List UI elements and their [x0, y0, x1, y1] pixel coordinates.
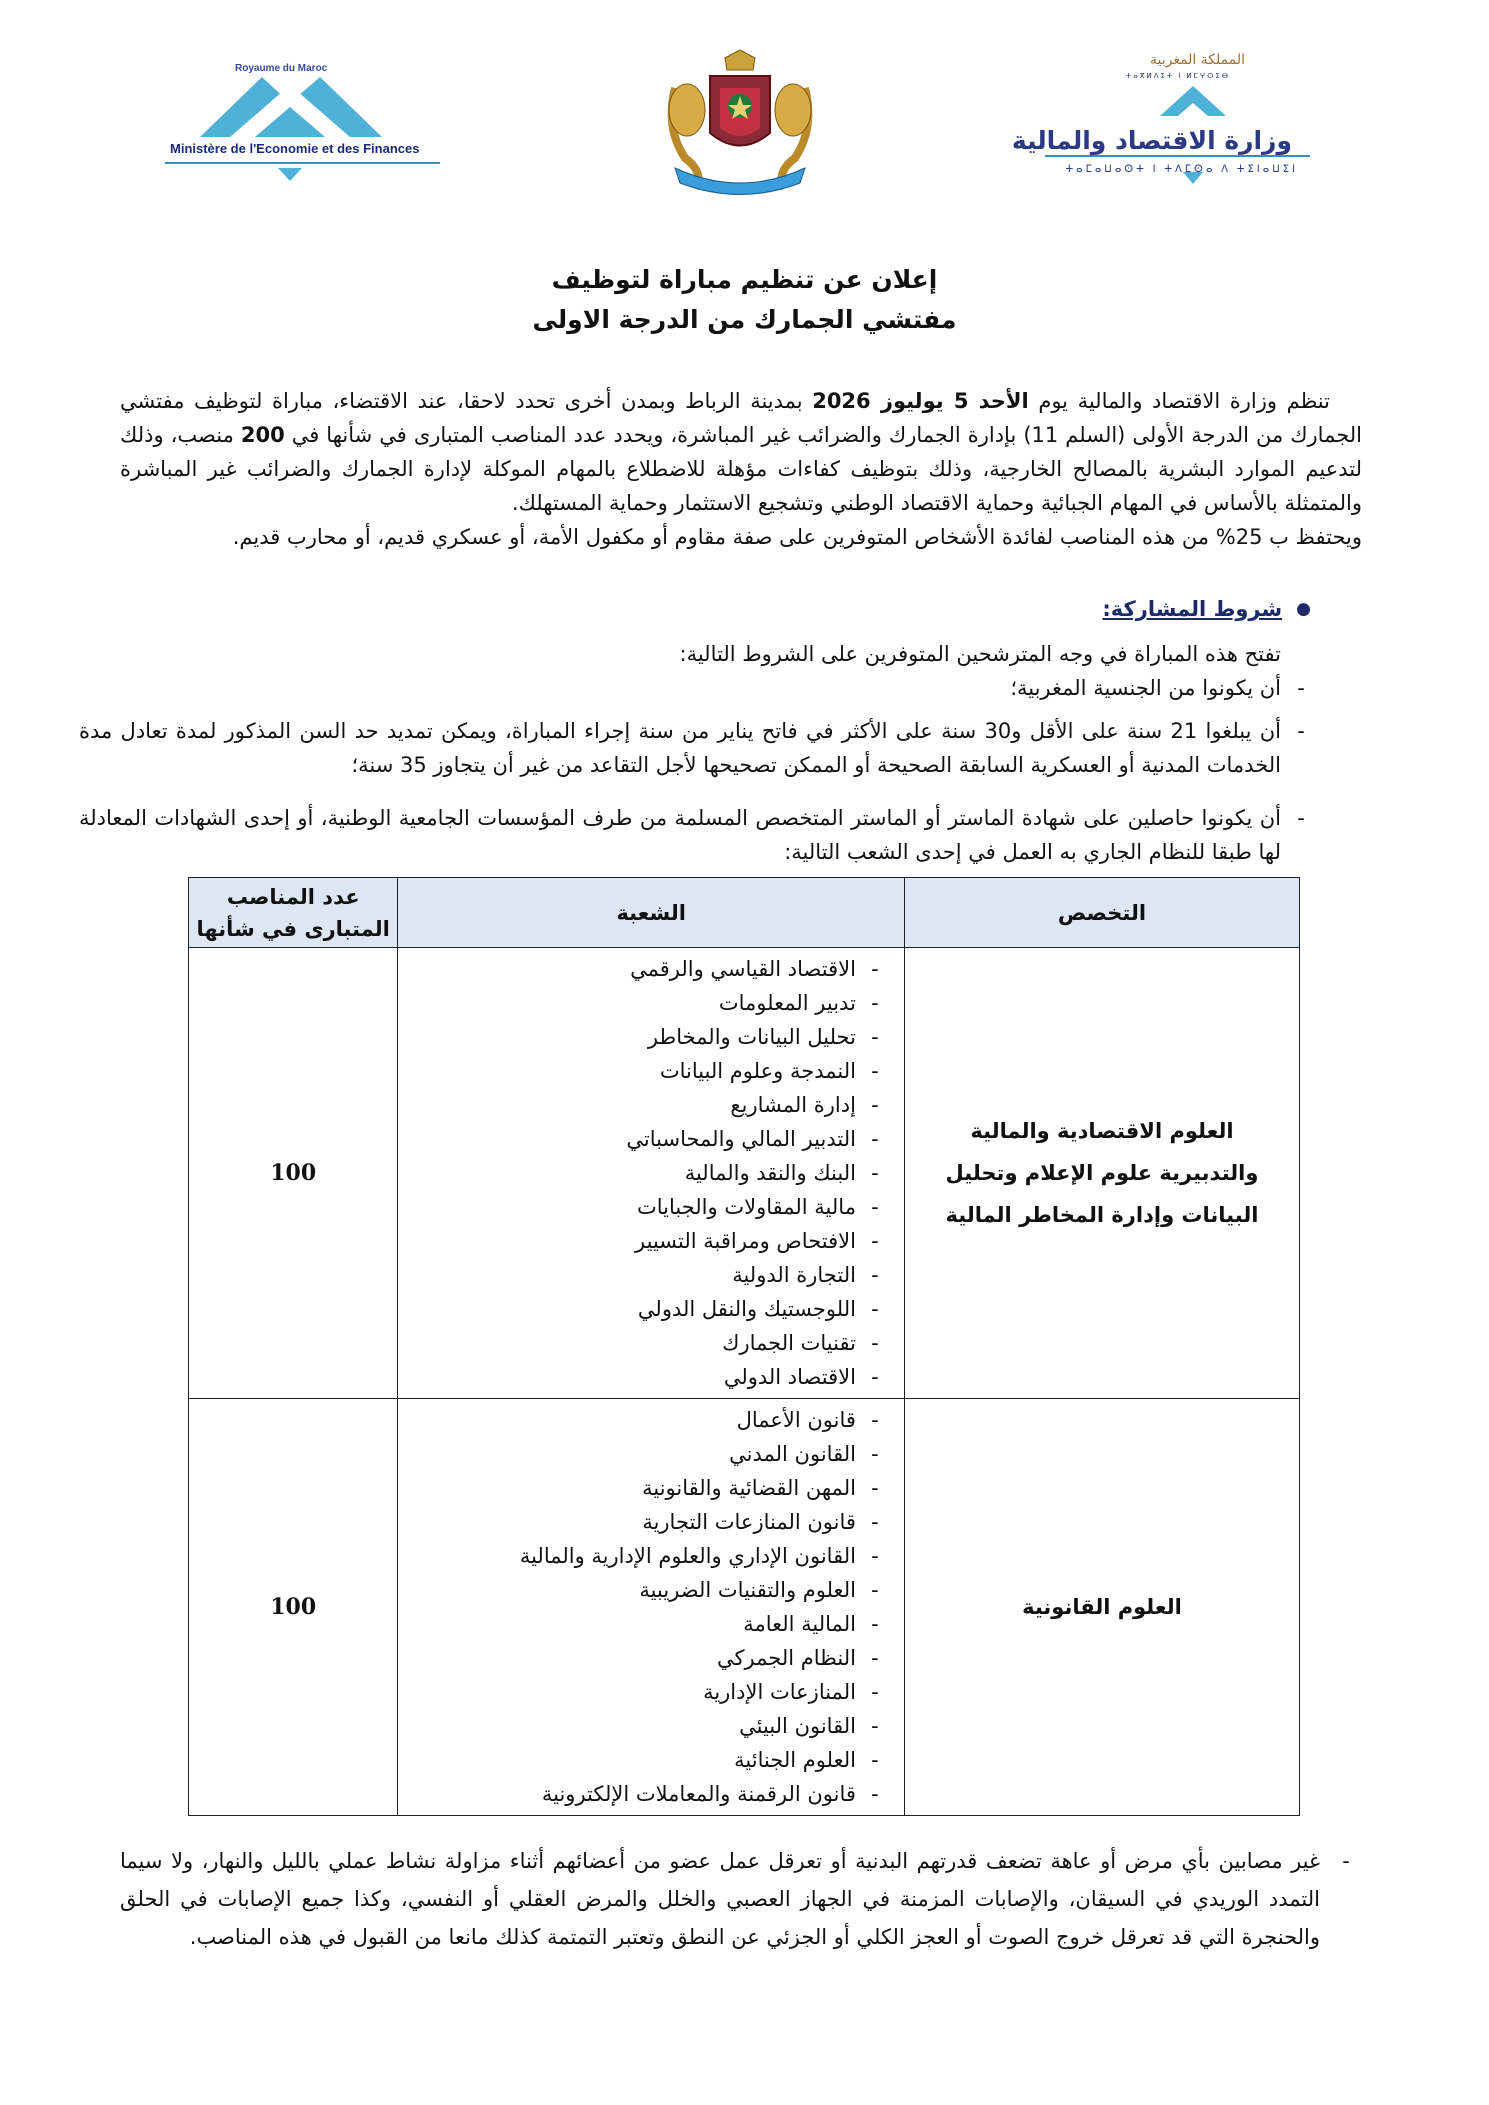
branch-item [398, 1777, 904, 1811]
dash-marker: - [871, 991, 879, 1015]
condition-nationality: أن يكونوا من الجنسية المغربية؛ [1010, 676, 1281, 700]
branch-item [398, 1743, 904, 1777]
specialty-law [904, 1399, 1299, 1816]
branch-label: قانون المنازعات التجارية [642, 1510, 856, 1534]
branch-item [398, 1224, 904, 1258]
branch-label: النظام الجمركي [717, 1646, 856, 1670]
branch-item [398, 1054, 904, 1088]
branch-item [398, 1292, 904, 1326]
logo-kingdom-ar: المملكة المغربية [1149, 52, 1245, 68]
branch-item [398, 1539, 904, 1573]
condition-item [79, 671, 1311, 705]
branch-label: تقنيات الجمارك [722, 1331, 856, 1355]
total-positions: 200 [240, 423, 285, 447]
branch-item [398, 1505, 904, 1539]
dash-marker: - [871, 1297, 879, 1321]
branch-label: تدبير المعلومات [718, 991, 856, 1015]
dash-marker: - [871, 1714, 879, 1738]
branch-label: الاقتصاد الدولي [723, 1365, 856, 1389]
intro-text-c: منصب، وذلك لتدعيم الموارد البشرية بالمصالح الخارجية، وذلك بتوظيف كفاءات مؤهلة للاضطلاع بالمهام الموكلة لإدارة الجمارك والضرائب غير المباشرة والمتمثلة بالأساس في المهام الجبائية وحماية الاقتصاد الوطني وتشجيع الاستثمار وحماية المستهلك. [120, 423, 1362, 515]
dash-marker: - [1297, 719, 1305, 743]
specialty-economics-text: العلوم الاقتصادية والمالية والتدبيرية علوم الإعلام وتحليل البيانات وإدارة المخاطر المالية [945, 1119, 1259, 1227]
branch-item [398, 1675, 904, 1709]
intro-section [120, 384, 1362, 554]
branch-item [398, 1709, 904, 1743]
specialties-table [188, 877, 1300, 1816]
health-condition [120, 1842, 1362, 1956]
specialty-economics [904, 948, 1299, 1399]
dash-marker: - [871, 1442, 879, 1466]
branch-label: القانون الإداري والعلوم الإدارية والمالية [519, 1544, 856, 1568]
announcement-title: إعلان عن تنظيم مباراة لتوظيف [551, 265, 938, 294]
dash-marker: - [871, 1365, 879, 1389]
ministry-logo-fr-graphic [160, 55, 445, 185]
dash-marker: - [1342, 1849, 1350, 1873]
dash-marker: - [871, 957, 879, 981]
dash-marker: - [871, 1782, 879, 1806]
branch-label: تحليل البيانات والمخاطر [647, 1025, 856, 1049]
logo-ministry-name-fr: Ministère de l'Economie et des Finances [170, 141, 420, 156]
dash-marker: - [1297, 806, 1305, 830]
dash-marker: - [871, 1059, 879, 1083]
dash-marker: - [871, 1263, 879, 1287]
table-row [189, 1399, 1300, 1816]
branch-item [398, 1573, 904, 1607]
positions-count-law: 100 [189, 1399, 398, 1816]
branch-label: مالية المقاولات والجبايات [636, 1195, 856, 1219]
branch-label: القانون البيئي [739, 1714, 856, 1738]
branch-item [398, 1437, 904, 1471]
intro-paragraph [120, 384, 1362, 520]
header-count: عدد المناصب المتبارى في شأنها [189, 878, 398, 948]
branch-item [398, 1471, 904, 1505]
branch-label: المهن القضائية والقانونية [642, 1476, 856, 1500]
branch-label: إدارة المشاريع [730, 1093, 856, 1117]
reserved-quota-paragraph: ويحتفظ ب 25% من هذه المناصب لفائدة الأشخاص المتوفرين على صفة مقاوم أو مكفول الأمة، أو عسكري قديم، أو محارب قديم. [232, 525, 1362, 549]
conditions-lead: تفتح هذه المباراة في وجه المترشحين المتوفرين على الشروط التالية: [679, 642, 1281, 666]
condition-degree: أن يكونوا حاصلين على شهادة الماستر أو الماستر المتخصص المسلمة من طرف المؤسسات الجامعية الوطنية، أو إحدى الشهادات المعادلة لها طبقا للنظام الجاري به العمل في إحدى الشعب التالية: [79, 806, 1281, 864]
branch-item [398, 1122, 904, 1156]
specialty-law-text: العلوم القانونية [1022, 1595, 1182, 1619]
dash-marker: - [871, 1476, 879, 1500]
branch-label: المنازعات الإدارية [703, 1680, 856, 1704]
conditions-heading-row [1102, 597, 1311, 621]
header-specialty: التخصص [904, 878, 1299, 948]
branch-label: العلوم والتقنيات الضريبية [639, 1578, 856, 1602]
branch-item [398, 1641, 904, 1675]
branch-label: الاقتصاد القياسي والرقمي [630, 957, 856, 981]
conditions-heading: شروط المشاركة: [1102, 597, 1283, 621]
branch-label: النمدجة وعلوم البيانات [659, 1059, 856, 1083]
dash-marker: - [871, 1578, 879, 1602]
dash-marker: - [871, 1229, 879, 1253]
branch-label: الافتحاص ومراقبة التسيير [635, 1229, 856, 1253]
health-condition-text: غير مصابين بأي مرض أو عاهة تضعف قدرتهم البدنية أو تعرقل عمل عضو من أعضائهم أثناء مزاولة نشاط عملي بالليل والنهار، ولا سيما التمدد الوريدي في السيقان، والإصابات المزمنة في الجهاز العصبي والخلل والمرض العقلي أو النفسي، وكذا جميع الإصابات في الحلق والحنجرة التي قد تعرقل خروج الصوت أو العجز الكلي أو الجزئي عن النطق وتعتبر التمتمة كذلك مانعا من القبول في هذه المناصب. [120, 1849, 1320, 1949]
condition-age: أن يبلغوا 21 سنة على الأقل و30 سنة على الأكثر في فاتح يناير من سنة إجراء المباراة، ويمكن تمديد حد السن المذكور لمدة تعادل مدة الخدمات المدنية أو العسكرية السابقة الصحيحة أو الممكن تصحيحها لأجل التقاعد من غير أن يتجاوز 35 سنة؛ [79, 719, 1281, 777]
branch-item [398, 1403, 904, 1437]
logo-kingdom-fr: Royaume du Maroc [235, 63, 328, 74]
logo-kingdom-tifinagh: ⵜⴰⴳⵍⴷⵉⵜ ⵏ ⵍⵎⵖⵔⵉⴱ [1125, 73, 1230, 80]
dash-marker: - [871, 1680, 879, 1704]
branch-label: العلوم الجنائية [734, 1748, 856, 1772]
ministry-logo-ar [1011, 48, 1320, 188]
branch-label: البنك والنقد والمالية [684, 1161, 856, 1185]
dash-marker: - [871, 1646, 879, 1670]
intro-text-b: بمدينة الرباط وبمدن أخرى تحدد لاحقا، عند الاقتضاء، مباراة لتوظيف مفتشي الجمارك من الدرجة الأولى (السلم 11) بإدارة الجمارك والضرائب غير المباشرة، ويحدد عدد المناصب المتبارى في شأنها في [120, 389, 1362, 447]
dash-marker: - [871, 1510, 879, 1534]
dash-marker: - [871, 1195, 879, 1219]
branch-list-law [398, 1399, 905, 1816]
dash-marker: - [871, 1093, 879, 1117]
branch-item [398, 1190, 904, 1224]
branch-item [398, 1607, 904, 1641]
branch-item [398, 986, 904, 1020]
dash-marker: - [871, 1331, 879, 1355]
intro-text-a: تنظم وزارة الاقتصاد والمالية يوم [1028, 389, 1330, 413]
branch-item [398, 1020, 904, 1054]
branch-item [398, 1258, 904, 1292]
ministry-logo-fr [160, 55, 445, 185]
logo-ministry-name-ar: وزارة الاقتصاد والمالية [1011, 126, 1292, 155]
branch-label: التدبير المالي والمحاسباتي [626, 1127, 856, 1151]
branch-label: قانون الأعمال [736, 1408, 856, 1432]
branch-item [398, 1156, 904, 1190]
dash-marker: - [871, 1612, 879, 1636]
dash-marker: - [871, 1408, 879, 1432]
dash-marker: - [871, 1025, 879, 1049]
branch-label: القانون المدني [729, 1442, 856, 1466]
royal-coat-of-arms-icon [655, 48, 825, 198]
bullet-icon: ● [1296, 599, 1311, 619]
branch-label: اللوجستيك والنقل الدولي [637, 1297, 856, 1321]
branch-item [398, 1088, 904, 1122]
branch-item [398, 1326, 904, 1360]
exam-date: الأحد 5 يوليوز 2026 [812, 389, 1029, 413]
dash-marker: - [871, 1127, 879, 1151]
table-header-row [189, 878, 1300, 948]
condition-item [79, 714, 1311, 782]
dash-marker: - [871, 1544, 879, 1568]
branch-label: المالية العامة [743, 1612, 856, 1636]
dash-marker: - [1297, 676, 1305, 700]
logo-ministry-name-tifinagh: ⵜⴰⵎⴰⵡⴰⵙⵜ ⵏ ⵜⴷⵎⵙⴰ ⴷ ⵜⵉⵏⴰⵡⵉⵏ [1065, 164, 1298, 175]
branch-item [398, 1360, 904, 1394]
dash-marker: - [871, 1161, 879, 1185]
table-row [189, 948, 1300, 1399]
branch-label: قانون الرقمنة والمعاملات الإلكترونية [541, 1782, 856, 1806]
condition-item [79, 801, 1311, 869]
positions-count-economics: 100 [189, 948, 398, 1399]
dash-marker: - [871, 1748, 879, 1772]
branch-item [398, 952, 904, 986]
announcement-subtitle: مفتشي الجمارك من الدرجة الاولى [532, 305, 957, 334]
header-branch: الشعبة [398, 878, 905, 948]
branch-label: التجارة الدولية [732, 1263, 856, 1287]
branch-list-economics [398, 948, 905, 1399]
